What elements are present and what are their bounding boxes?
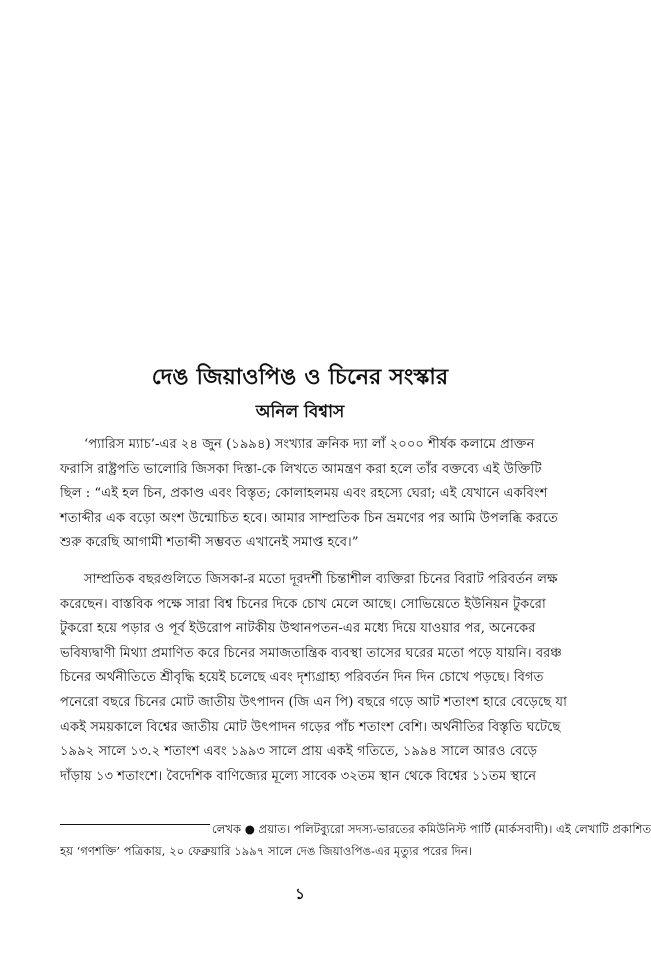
page-number: ১ bbox=[295, 885, 305, 903]
footnote-line: হয় ‘গণশক্তি’ পত্রিকায়, ২০ ফেব্রুয়ারি ১৯৯৭ সালে দেঙ জিয়াওপিঙ-এর মৃত্যুর পরের দিন। bbox=[60, 844, 472, 858]
text-line: একই সময়কালে বিশ্বের জাতীয় মোট উৎপাদন গড়ের পাঁচ শতাংশ বেশি। অর্থনীতির বিস্তৃতি ঘটেছে bbox=[60, 719, 561, 735]
text-line: শতাব্দীর এক বড়ো অংশ উন্মোচিত হবে। আমার সাম্প্রতিক চিন ভ্রমণের পর আমি উপলব্ধি করতে bbox=[60, 510, 558, 526]
text-line: করেছেন। বাস্তবিক পক্ষে সারা বিশ্ব চিনের দিকে চোখ মেলে আছে। সোভিয়েতে ইউনিয়ন টুকরো bbox=[60, 596, 546, 612]
article-title: দেঙ জিয়াওপিঙ ও চিনের সংস্কার bbox=[151, 364, 449, 390]
text-line: টুকরো হয়ে পড়ার ও পূর্ব ইউরোপ নাটকীয় উত্থানপতন-এর মধ্যে দিয়ে যাওয়ার পর, অনেকের bbox=[60, 621, 536, 637]
text-line: ১৯৯২ সালে ১৩.২ শতাংশ এবং ১৯৯৩ সালে প্রায় একই গতিতে, ১৯৯৪ সালে আরও বেড়ে bbox=[60, 744, 538, 760]
text-line: ‘প্যারিস ম্যাচ’-এর ২৪ জুন (১৯৯৪) সংখ্যার ক্রনিক দ্যা লাঁ ২০০০ শীর্ষক কলামে প্রাক্তন bbox=[84, 437, 535, 452]
article-author: অনিল বিশ্বাস bbox=[255, 402, 345, 422]
text-line: পনেরো বছরে চিনের মোট জাতীয় উৎপাদন (জি এন পি) বছরে গড়ে আট শতাংশ হারে বেড়েছে যা bbox=[60, 694, 567, 710]
text-line: শুরু করেছি আগামী শতাব্দী সম্ভবত এখানেই সমাপ্ত হবে।” bbox=[60, 535, 359, 551]
text-line: সাম্প্রতিক বছরগুলিতে জিসকা-র মতো দূরদর্শী চিন্তাশীল ব্যক্তিরা চিনের বিরাট পরিবর্তন লক্ষ bbox=[84, 572, 558, 587]
paragraph-1 bbox=[60, 433, 558, 556]
paragraph-2 bbox=[60, 568, 567, 789]
text-line: ছিল : “এই হল চিন, প্রকাণ্ড এবং বিস্তৃত; কোলাহলময় এবং রহস্যে ঘেরা; এই যেখানে একবিংশ bbox=[60, 486, 548, 502]
footnote bbox=[60, 818, 651, 862]
text-line: ভবিষ্যদ্বাণী মিথ্যা প্রমাণিত করে চিনের সমাজতান্ত্রিক ব্যবস্থা তাসের ঘরের মতো পড়ে যায়নি। বরঞ্চ bbox=[60, 645, 562, 661]
footnote-line: লেখক ● প্রয়াত। পলিটব্যুরো সদস্য-ভারতের কমিউনিস্ট পার্টি (মার্কসবাদী)। এই লেখাটি প্রকাশিত bbox=[212, 822, 651, 836]
text-line: চিনের অর্থনীতিতে শ্রীবৃদ্ধি হয়েই চলেছে এবং দৃশ্যগ্রাহ্য পরিবর্তন দিন দিন চোখে পড়ছে। বিগত bbox=[60, 670, 544, 686]
text-line: ফরাসি রাষ্ট্রপতি ভালোরি জিসকা দিস্তা-কে লিখতে আমন্ত্রণ করা হলে তাঁর বক্তব্যে এই উক্তিটি bbox=[60, 461, 542, 477]
text-line: দাঁড়ায় ১৩ শতাংশে। বৈদেশিক বাণিজ্যের মূল্যে সাবেক ৩২তম স্থান থেকে বিশ্বের ১১তম স্থানে bbox=[60, 768, 537, 784]
